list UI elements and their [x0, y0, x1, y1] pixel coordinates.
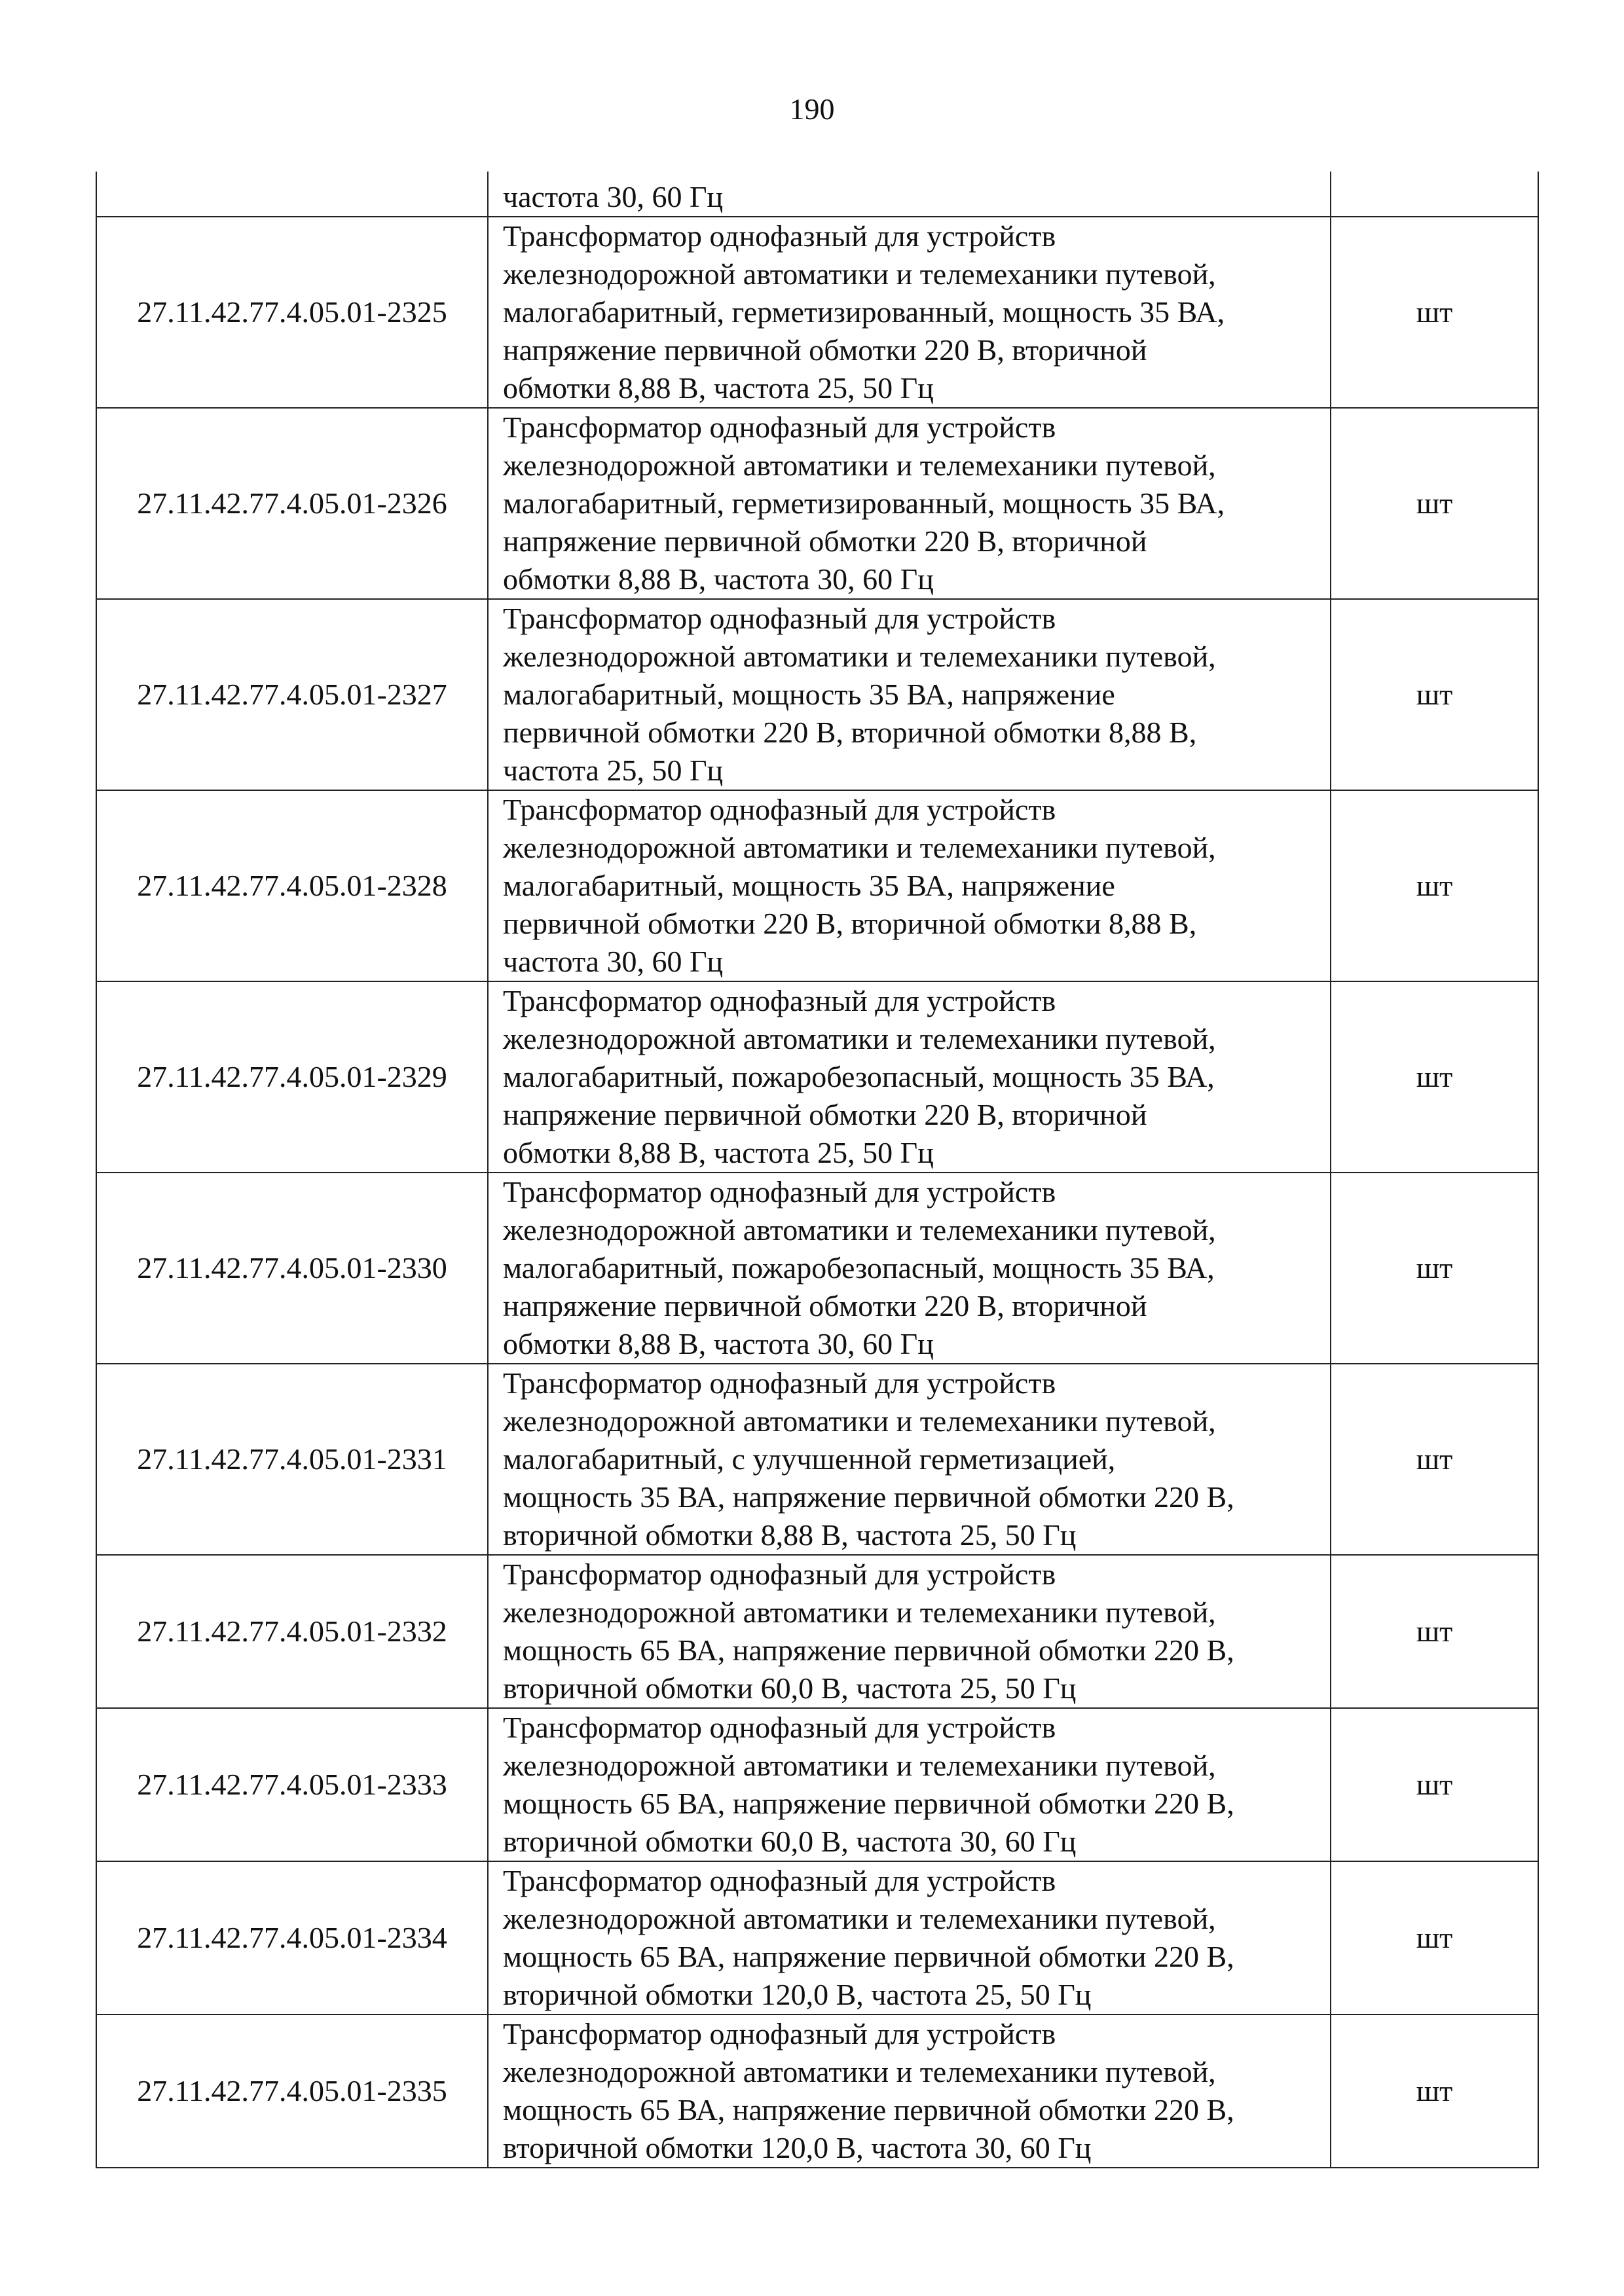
- description-line: Трансформатор однофазный для устройств: [503, 793, 1056, 826]
- description-line: железнодорожной автоматики и телемеханики путевой,: [503, 448, 1216, 482]
- description-line: Трансформатор однофазный для устройств: [503, 984, 1056, 1017]
- continuation-row: [96, 172, 1538, 217]
- registry-table-body: [96, 172, 1538, 2168]
- table-row: [96, 599, 1538, 790]
- description-line: частота 30, 60 Гц: [503, 945, 724, 978]
- product-code-cell: 27.11.42.77.4.05.01-2328: [96, 790, 488, 981]
- continuation-code-cell: [96, 172, 488, 217]
- description-line: малогабаритный, мощность 35 ВА, напряжение: [503, 678, 1115, 711]
- description-line: железнодорожной автоматики и телемеханики путевой,: [503, 1595, 1216, 1629]
- table-row: [96, 408, 1538, 599]
- product-description-cell: [488, 1173, 1331, 1364]
- product-code-cell: 27.11.42.77.4.05.01-2325: [96, 217, 488, 408]
- description-line: вторичной обмотки 60,0 В, частота 30, 60 Гц: [503, 1825, 1077, 1858]
- description-line: Трансформатор однофазный для устройств: [503, 219, 1056, 253]
- description-line: железнодорожной автоматики и телемеханики путевой,: [503, 1749, 1216, 1782]
- description-line: напряжение первичной обмотки 220 В, вторичной: [503, 1098, 1147, 1131]
- description-line: железнодорожной автоматики и телемеханики путевой,: [503, 1022, 1216, 1055]
- product-code-cell: 27.11.42.77.4.05.01-2332: [96, 1555, 488, 1708]
- description-line: вторичной обмотки 60,0 В, частота 25, 50 Гц: [503, 1671, 1077, 1705]
- product-code-cell: 27.11.42.77.4.05.01-2329: [96, 981, 488, 1173]
- product-description-cell: [488, 408, 1331, 599]
- description-line: Трансформатор однофазный для устройств: [503, 1864, 1056, 1897]
- product-description-cell: [488, 1708, 1331, 1861]
- description-line: первичной обмотки 220 В, вторичной обмотки 8,88 В,: [503, 907, 1197, 940]
- unit-cell: шт: [1331, 1861, 1538, 2014]
- page-number: 190: [789, 92, 835, 126]
- description-line: малогабаритный, пожаробезопасный, мощность 35 ВА,: [503, 1060, 1215, 1093]
- table-row: [96, 1173, 1538, 1364]
- description-line: обмотки 8,88 В, частота 30, 60 Гц: [503, 562, 934, 596]
- description-line: малогабаритный, с улучшенной герметизацией,: [503, 1442, 1116, 1476]
- continuation-description-cell: частота 30, 60 Гц: [488, 172, 1331, 217]
- description-line: мощность 65 ВА, напряжение первичной обмотки 220 В,: [503, 2093, 1234, 2126]
- product-code-cell: 27.11.42.77.4.05.01-2333: [96, 1708, 488, 1861]
- description-line: мощность 65 ВА, напряжение первичной обмотки 220 В,: [503, 1633, 1234, 1667]
- description-line: Трансформатор однофазный для устройств: [503, 1366, 1056, 1400]
- product-description-cell: [488, 790, 1331, 981]
- description-line: обмотки 8,88 В, частота 25, 50 Гц: [503, 371, 934, 405]
- description-line: железнодорожной автоматики и телемеханики путевой,: [503, 640, 1216, 673]
- description-line: Трансформатор однофазный для устройств: [503, 410, 1056, 444]
- unit-cell: шт: [1331, 599, 1538, 790]
- description-line: мощность 65 ВА, напряжение первичной обмотки 220 В,: [503, 1940, 1234, 1973]
- unit-cell: шт: [1331, 1173, 1538, 1364]
- description-line: обмотки 8,88 В, частота 30, 60 Гц: [503, 1327, 934, 1360]
- description-line: Трансформатор однофазный для устройств: [503, 2017, 1056, 2050]
- description-line: вторичной обмотки 8,88 В, частота 25, 50 Гц: [503, 1518, 1077, 1552]
- product-description-cell: [488, 981, 1331, 1173]
- description-line: мощность 35 ВА, напряжение первичной обмотки 220 В,: [503, 1480, 1234, 1514]
- description-line: Трансформатор однофазный для устройств: [503, 1175, 1056, 1209]
- table-row: [96, 1555, 1538, 1708]
- product-code-cell: 27.11.42.77.4.05.01-2327: [96, 599, 488, 790]
- description-line: Трансформатор однофазный для устройств: [503, 1558, 1056, 1591]
- description-line: железнодорожной автоматики и телемеханики путевой,: [503, 831, 1216, 864]
- product-description-cell: [488, 599, 1331, 790]
- description-line: частота 25, 50 Гц: [503, 754, 724, 787]
- unit-cell: шт: [1331, 2014, 1538, 2168]
- unit-cell: шт: [1331, 790, 1538, 981]
- continuation-unit-cell: [1331, 172, 1538, 217]
- description-line: малогабаритный, герметизированный, мощность 35 ВА,: [503, 295, 1225, 329]
- description-line: железнодорожной автоматики и телемеханики путевой,: [503, 1902, 1216, 1935]
- unit-cell: шт: [1331, 1555, 1538, 1708]
- table-row: [96, 1861, 1538, 2014]
- description-line: малогабаритный, пожаробезопасный, мощность 35 ВА,: [503, 1251, 1215, 1285]
- description-line: железнодорожной автоматики и телемеханики путевой,: [503, 257, 1216, 291]
- unit-cell: шт: [1331, 981, 1538, 1173]
- description-line: напряжение первичной обмотки 220 В, вторичной: [503, 524, 1147, 558]
- description-line: напряжение первичной обмотки 220 В, вторичной: [503, 1289, 1147, 1322]
- unit-cell: шт: [1331, 217, 1538, 408]
- description-line: вторичной обмотки 120,0 В, частота 30, 60 Гц: [503, 2131, 1092, 2164]
- table-row: [96, 981, 1538, 1173]
- description-line: вторичной обмотки 120,0 В, частота 25, 50 Гц: [503, 1978, 1092, 2011]
- description-line: малогабаритный, герметизированный, мощность 35 ВА,: [503, 486, 1225, 520]
- description-line: первичной обмотки 220 В, вторичной обмотки 8,88 В,: [503, 716, 1197, 749]
- product-code-cell: 27.11.42.77.4.05.01-2326: [96, 408, 488, 599]
- product-description-cell: [488, 217, 1331, 408]
- product-description-cell: [488, 1861, 1331, 2014]
- description-line: железнодорожной автоматики и телемеханики путевой,: [503, 1404, 1216, 1438]
- description-line: железнодорожной автоматики и телемеханики путевой,: [503, 2055, 1216, 2088]
- product-code-cell: 27.11.42.77.4.05.01-2335: [96, 2014, 488, 2168]
- product-code-cell: 27.11.42.77.4.05.01-2331: [96, 1364, 488, 1555]
- product-description-cell: [488, 1364, 1331, 1555]
- table-row: [96, 217, 1538, 408]
- product-description-cell: [488, 1555, 1331, 1708]
- description-line: железнодорожной автоматики и телемеханики путевой,: [503, 1213, 1216, 1247]
- table-row: [96, 2014, 1538, 2168]
- product-code-cell: 27.11.42.77.4.05.01-2330: [96, 1173, 488, 1364]
- description-line: обмотки 8,88 В, частота 25, 50 Гц: [503, 1136, 934, 1169]
- description-line: напряжение первичной обмотки 220 В, вторичной: [503, 333, 1147, 367]
- unit-cell: шт: [1331, 1364, 1538, 1555]
- unit-cell: шт: [1331, 408, 1538, 599]
- registry-table: [96, 172, 1539, 2168]
- table-row: [96, 1708, 1538, 1861]
- product-description-cell: [488, 2014, 1331, 2168]
- product-code-cell: 27.11.42.77.4.05.01-2334: [96, 1861, 488, 2014]
- description-line: мощность 65 ВА, напряжение первичной обмотки 220 В,: [503, 1787, 1234, 1820]
- description-line: Трансформатор однофазный для устройств: [503, 1711, 1056, 1744]
- table-row: [96, 1364, 1538, 1555]
- description-line: малогабаритный, мощность 35 ВА, напряжение: [503, 869, 1115, 902]
- description-line: Трансформатор однофазный для устройств: [503, 602, 1056, 635]
- table-row: [96, 790, 1538, 981]
- unit-cell: шт: [1331, 1708, 1538, 1861]
